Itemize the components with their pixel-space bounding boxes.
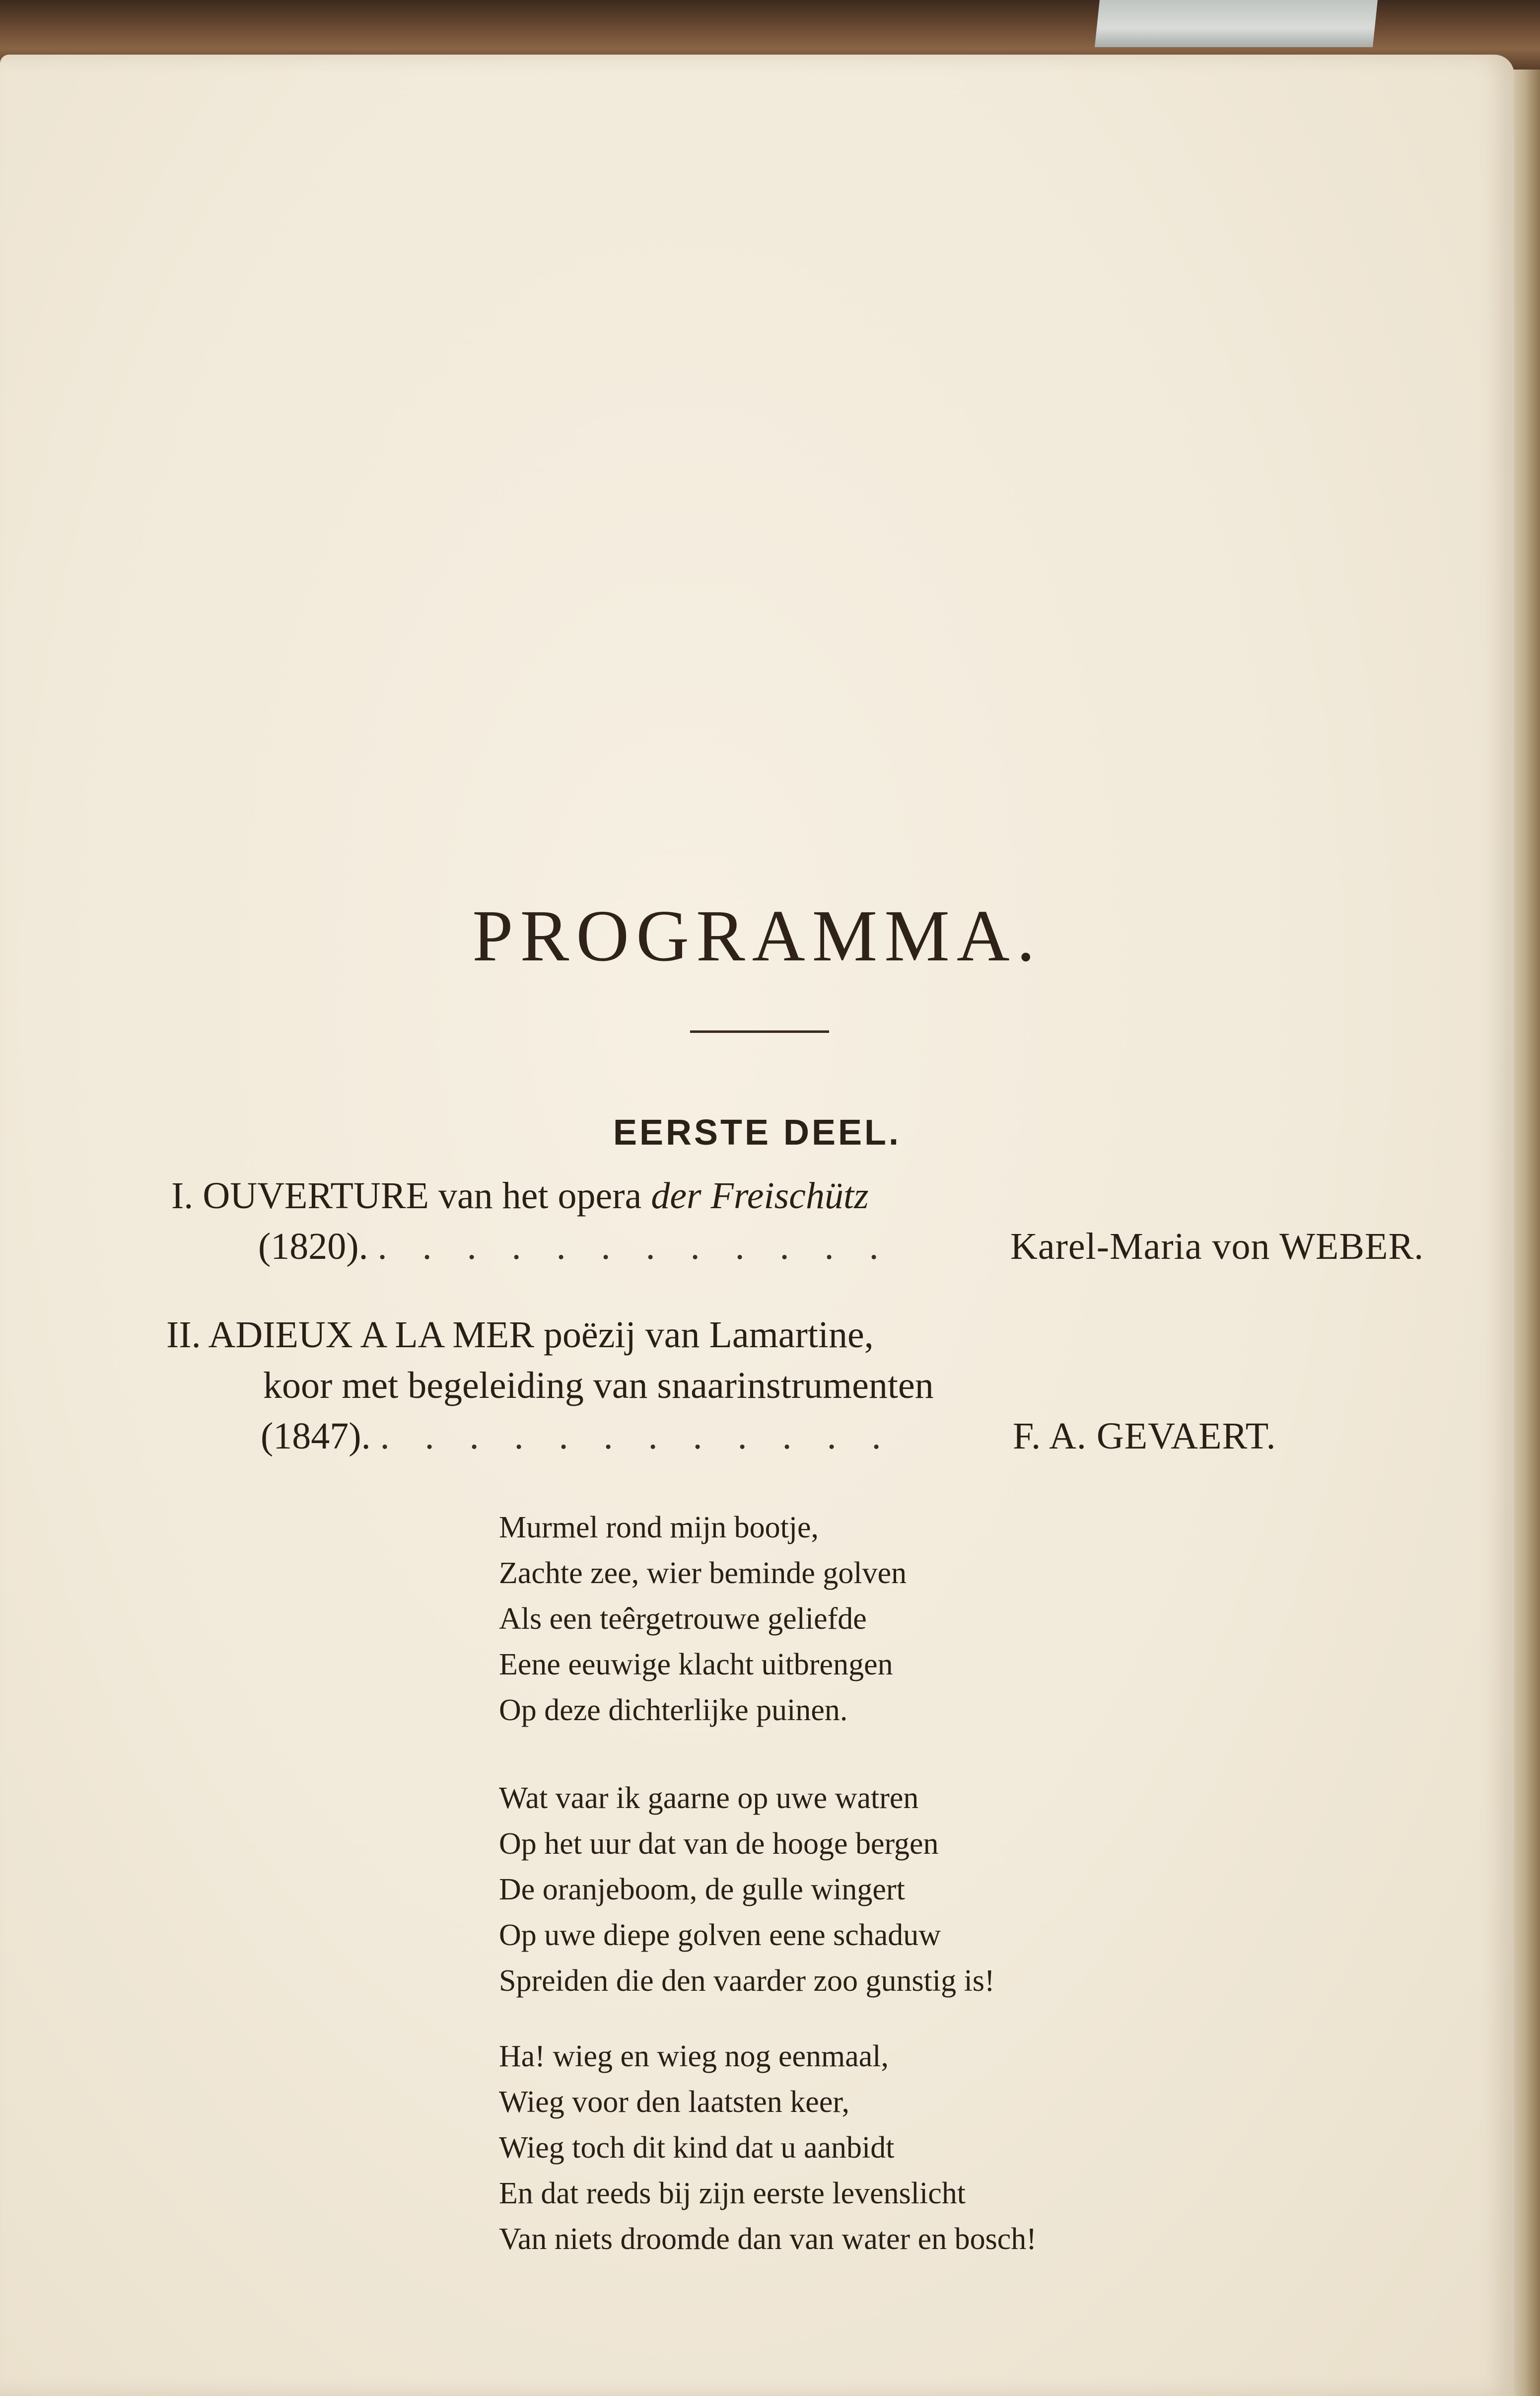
item-year: (1847). <box>261 1415 371 1457</box>
poem-stanza-2 <box>499 1775 995 2004</box>
poem-stanza-1 <box>499 1505 907 1733</box>
poem-line: Wat vaar ik gaarne op uwe watren <box>499 1781 919 1815</box>
page-title: PROGRAMMA. <box>472 895 1042 977</box>
poem-line: Op deze dichterlijke puinen. <box>499 1693 848 1727</box>
book-page <box>0 55 1514 2396</box>
item-composer: Karel-Maria von WEBER. <box>1010 1226 1424 1267</box>
poem-line: Wieg voor den laatsten keer, <box>499 2085 850 2119</box>
poem-line: Op het uur dat van de hooge bergen <box>499 1827 939 1861</box>
poem-line: Eene eeuwige klacht uitbrengen <box>499 1648 893 1681</box>
program-item-1-line-2 <box>258 1223 892 1270</box>
item-title: OUVERTURE <box>203 1175 429 1217</box>
item-description: poëzij van Lamartine, <box>544 1314 874 1356</box>
item-number: II. <box>166 1314 201 1356</box>
part-heading: EERSTE DEEL. <box>613 1113 902 1153</box>
item-number: I. <box>171 1175 194 1217</box>
dot-leader: . . . . . . . . . . . . <box>380 1415 894 1457</box>
poem-line: De oranjeboom, de gulle wingert <box>499 1873 905 1906</box>
program-item-1-line-1 <box>171 1172 869 1220</box>
poem-line: Spreiden die den vaarder zoo gunstig is! <box>499 1964 995 1998</box>
poem-line: Zachte zee, wier beminde golven <box>499 1556 907 1590</box>
program-item-2-line-2: koor met begeleiding van snaarinstrumenten <box>263 1365 934 1406</box>
poem-line: Als een teêrgetrouwe geliefde <box>499 1602 867 1636</box>
poem-line: Ha! wieg en wieg nog eenmaal, <box>499 2039 889 2073</box>
dot-leader: . . . . . . . . . . . . <box>377 1226 892 1267</box>
poem-line: En dat reeds bij zijn eerste levenslicht <box>499 2177 966 2210</box>
binding-label-strip <box>1095 0 1378 47</box>
poem-line: Op uwe diepe golven eene schaduw <box>499 1918 941 1952</box>
poem-line: Wieg toch dit kind dat u aanbidt <box>499 2131 895 2165</box>
poem-stanza-3 <box>499 2033 1037 2262</box>
item-work-title: der Freischütz <box>651 1175 869 1217</box>
program-item-2-line-1 <box>166 1311 874 1359</box>
poem-line: Murmel rond mijn bootje, <box>499 1511 819 1544</box>
item-description: van het opera <box>438 1175 642 1217</box>
program-item-2-line-3 <box>261 1412 894 1460</box>
item-year: (1820). <box>258 1226 368 1267</box>
item-composer: F. A. GEVAERT. <box>1013 1415 1276 1457</box>
item-title: ADIEUX A LA MER <box>208 1314 535 1356</box>
poem-line: Van niets droomde dan van water en bosch! <box>499 2222 1037 2256</box>
title-rule <box>690 1030 829 1033</box>
